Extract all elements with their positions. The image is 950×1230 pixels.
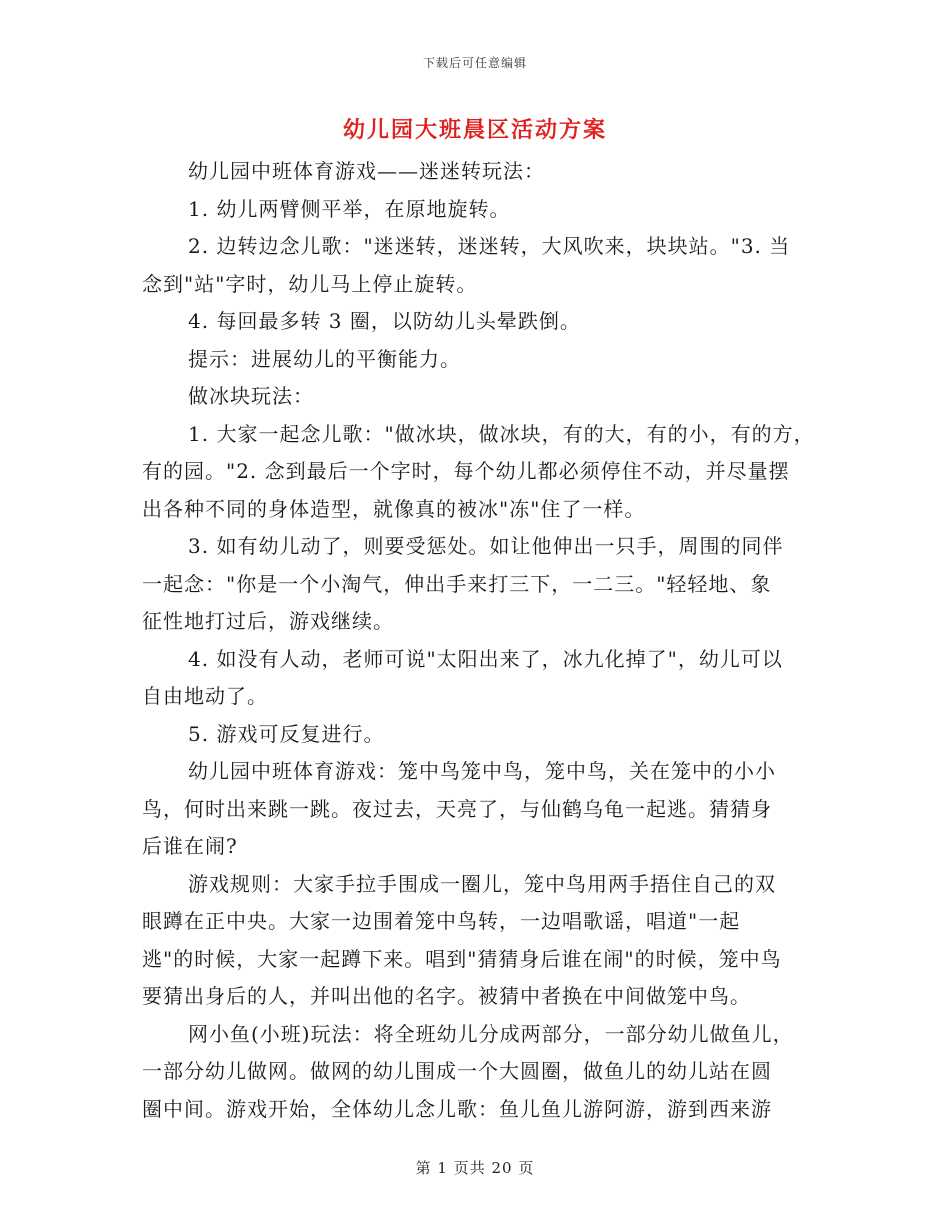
body-line: 4. 每回最多转 3 圈，以防幼儿头晕跌倒。 bbox=[188, 309, 581, 333]
body-line: 有的园。"2. 念到最后一个字时，每个幼儿都必须停住不动，并尽量摆 bbox=[142, 459, 790, 483]
body-line: 逃"的时候，大家一起蹲下来。唱到"猜猜身后谁在闹"的时候，笼中鸟 bbox=[142, 946, 782, 971]
body-line: 圈中间。游戏开始，全体幼儿念儿歌：鱼儿鱼儿游阿游，游到西来游 bbox=[142, 1096, 772, 1121]
body-line: 后谁在闹? bbox=[142, 834, 238, 858]
body-line: 出各种不同的身体造型，就像真的被冰"冻"住了一样。 bbox=[142, 496, 646, 521]
body-line: 1. 大家一起念儿歌："做冰块，做冰块，有的大，有的小，有的方， bbox=[188, 421, 815, 446]
body-line: 眼蹲在正中央。大家一边围着笼中鸟转，一边唱歌谣，唱道"一起 bbox=[142, 909, 741, 933]
body-line: 一起念："你是一个小淘气，伸出手来打三下，一二三。"轻轻地、象 bbox=[142, 571, 772, 596]
body-line: 3. 如有幼儿动了，则要受惩处。如让他伸出一只手，周围的同伴 bbox=[188, 534, 784, 558]
page-number: 第 1 页共 20 页 bbox=[415, 1159, 535, 1177]
body-line: 念到"站"字时，幼儿马上停止旋转。 bbox=[142, 271, 478, 296]
document-body bbox=[142, 153, 814, 1128]
body-line: 要猜出身后的人，并叫出他的名字。被猜中者换在中间做笼中鸟。 bbox=[142, 984, 751, 1008]
header-note: 下载后可任意编辑 bbox=[422, 56, 527, 70]
body-line: 自由地动了。 bbox=[142, 684, 268, 708]
body-line: 提示：进展幼儿的平衡能力。 bbox=[188, 346, 461, 371]
document-title: 幼儿园大班晨区活动方案 bbox=[342, 117, 607, 143]
body-line: 幼儿园中班体育游戏——迷迷转玩法： bbox=[188, 159, 545, 183]
body-line: 一部分幼儿做网。做网的幼儿围成一个大圆圈，做鱼儿的幼儿站在圆 bbox=[142, 1059, 772, 1083]
body-line: 4. 如没有人动，老师可说"太阳出来了，冰九化掉了"，幼儿可以 bbox=[188, 646, 783, 671]
body-line: 网小鱼(小班)玩法：将全班幼儿分成两部分，一部分幼儿做鱼儿， bbox=[188, 1021, 794, 1046]
body-line: 2. 边转边念儿歌："迷迷转，迷迷转，大风吹来，块块站。"3. 当 bbox=[188, 234, 791, 258]
body-line: 征性地打过后，游戏继续。 bbox=[142, 609, 394, 633]
body-line: 幼儿园中班体育游戏：笼中鸟笼中鸟，笼中鸟，关在笼中的小小 bbox=[188, 759, 776, 783]
body-line: 鸟，何时出来跳一跳。夜过去，天亮了，与仙鹤乌龟一起逃。猜猜身 bbox=[142, 796, 772, 821]
body-line: 5. 游戏可反复进行。 bbox=[188, 721, 385, 746]
body-line: 游戏规则：大家手拉手围成一圈儿，笼中鸟用两手捂住自己的双 bbox=[188, 871, 776, 896]
body-line: 1. 幼儿两臂侧平举，在原地旋转。 bbox=[188, 196, 511, 221]
body-line: 做冰块玩法： bbox=[188, 384, 314, 408]
